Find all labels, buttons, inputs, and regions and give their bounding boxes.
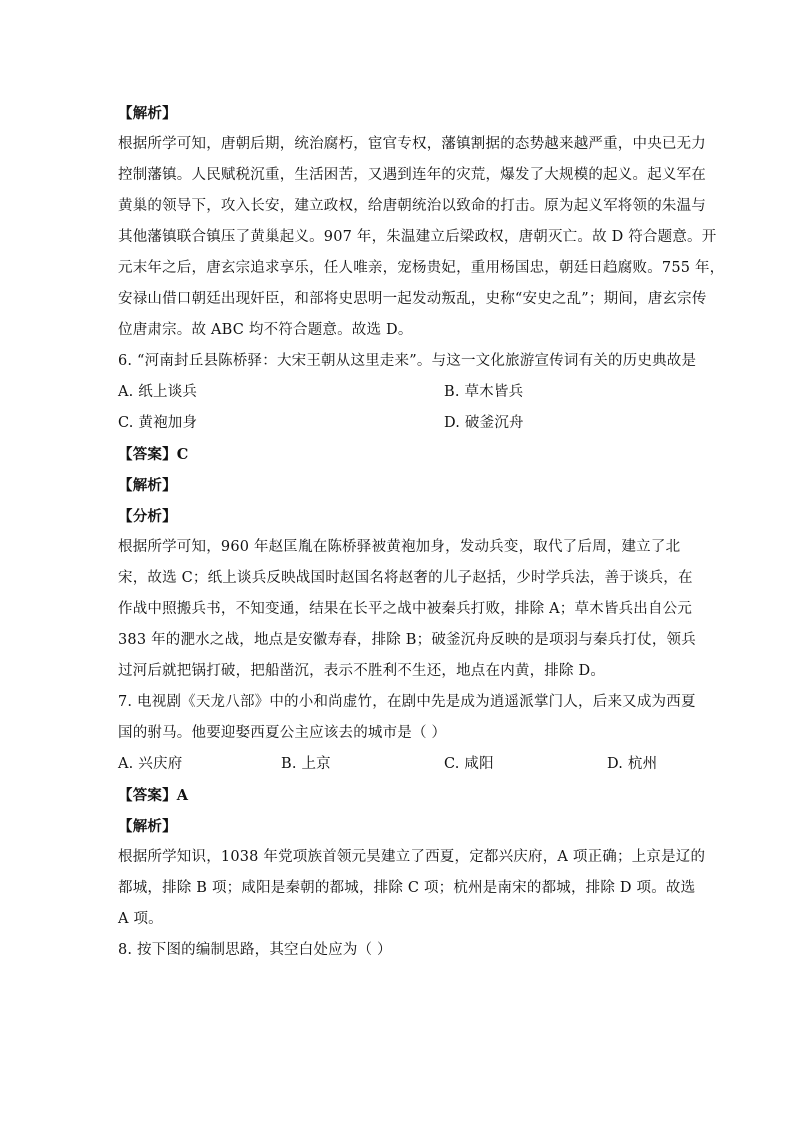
answer-options (118, 408, 678, 439)
paragraph-line: 安禄山借口朝廷出现奸臣，和部将史思明一起发动叛乱，史称“安史之乱”；期间，唐玄宗传 (118, 291, 707, 307)
paragraph-line: 黄巢的领导下，攻入长安，建立政权，给唐朝统治以致命的打击。原为起义军将领的朱温与 (118, 198, 706, 214)
paragraph-line: 383 年的淝水之战，地点是安徽寿春，排除 B；破釜沉舟反映的是项羽与秦兵打仗，领兵 (118, 632, 696, 648)
answer-option: B. 草木皆兵 (444, 384, 524, 400)
paragraph-line: 根据所学可知，唐朝后期，统治腐朽，宦官专权，藩镇割据的态势越来越严重，中央已无力 (118, 136, 706, 152)
paragraph-line: 过河后就把锅打破，把船凿沉，表示不胜利不生还，地点在内黄，排除 D。 (118, 663, 606, 679)
answer-option: A. 纸上谈兵 (118, 384, 198, 400)
answer-option: C. 黄袍加身 (118, 415, 198, 431)
section-tag: 【解析】 (118, 818, 177, 835)
paragraph-line: 作战中照搬兵书，不知变通，结果在长平之战中被秦兵打败，排除 A；草木皆兵出自公元 (118, 601, 693, 617)
section-tag: 【答案】C (118, 446, 189, 463)
answer-option: B. 上京 (281, 756, 331, 772)
question-stem: 8. 按下图的编制思路，其空白处应为（ ） (118, 942, 392, 958)
paragraph-line: 元末年之后，唐玄宗追求享乐，任人唯亲，宠杨贵妃，重用杨国忠，朝廷日趋腐败。755 年， (118, 260, 725, 276)
paragraph-line: A 项。 (118, 911, 163, 927)
paragraph-line: 根据所学可知，960 年赵匡胤在陈桥驿被黄袍加身，发动兵变，取代了后周，建立了北 (118, 539, 681, 555)
paragraph-line: 宋，故选 C；纸上谈兵反映战国时赵国名将赵奢的儿子赵括，少时学兵法，善于谈兵，在 (118, 570, 693, 586)
paragraph-line: 都城，排除 B 项；咸阳是秦朝的都城，排除 C 项；杭州是南宋的都城，排除 D 项。故选 (118, 880, 696, 896)
answer-option: A. 兴庆府 (118, 756, 183, 772)
document-page (118, 98, 725, 966)
paragraph-line: 国的驸马。他要迎娶西夏公主应该去的城市是（ ） (118, 725, 447, 741)
section-tag: 【分析】 (118, 508, 177, 525)
section-tag: 【解析】 (118, 477, 177, 494)
answer-options (118, 749, 678, 780)
section-tag: 【答案】A (118, 787, 189, 804)
paragraph-line: 位唐肃宗。故 ABC 均不符合题意。故选 D。 (118, 322, 413, 338)
paragraph-line: 其他藩镇联合镇压了黄巢起义。907 年，朱温建立后梁政权，唐朝灭亡。故 D 符合题意。开 (118, 229, 717, 245)
paragraph-line: 控制藩镇。人民赋税沉重，生活困苦，又遇到连年的灾荒，爆发了大规模的起义。起义军在 (118, 167, 706, 183)
answer-option: D. 杭州 (607, 756, 658, 772)
section-tag: 【解析】 (118, 105, 177, 122)
paragraph-line: 7. 电视剧《天龙八部》中的小和尚虚竹，在剧中先是成为逍遥派掌门人，后来又成为西夏 (118, 694, 696, 710)
paragraph-line: 根据所学知识，1038 年党项族首领元昊建立了西夏，定都兴庆府，A 项正确；上京是辽的 (118, 849, 706, 865)
question-stem: 6. “河南封丘县陈桥驿：大宋王朝从这里走来”。与这一文化旅游宣传词有关的历史典故是 (118, 353, 697, 369)
answer-options (118, 377, 678, 408)
answer-option: C. 咸阳 (444, 756, 494, 772)
answer-option: D. 破釜沉舟 (444, 415, 524, 431)
